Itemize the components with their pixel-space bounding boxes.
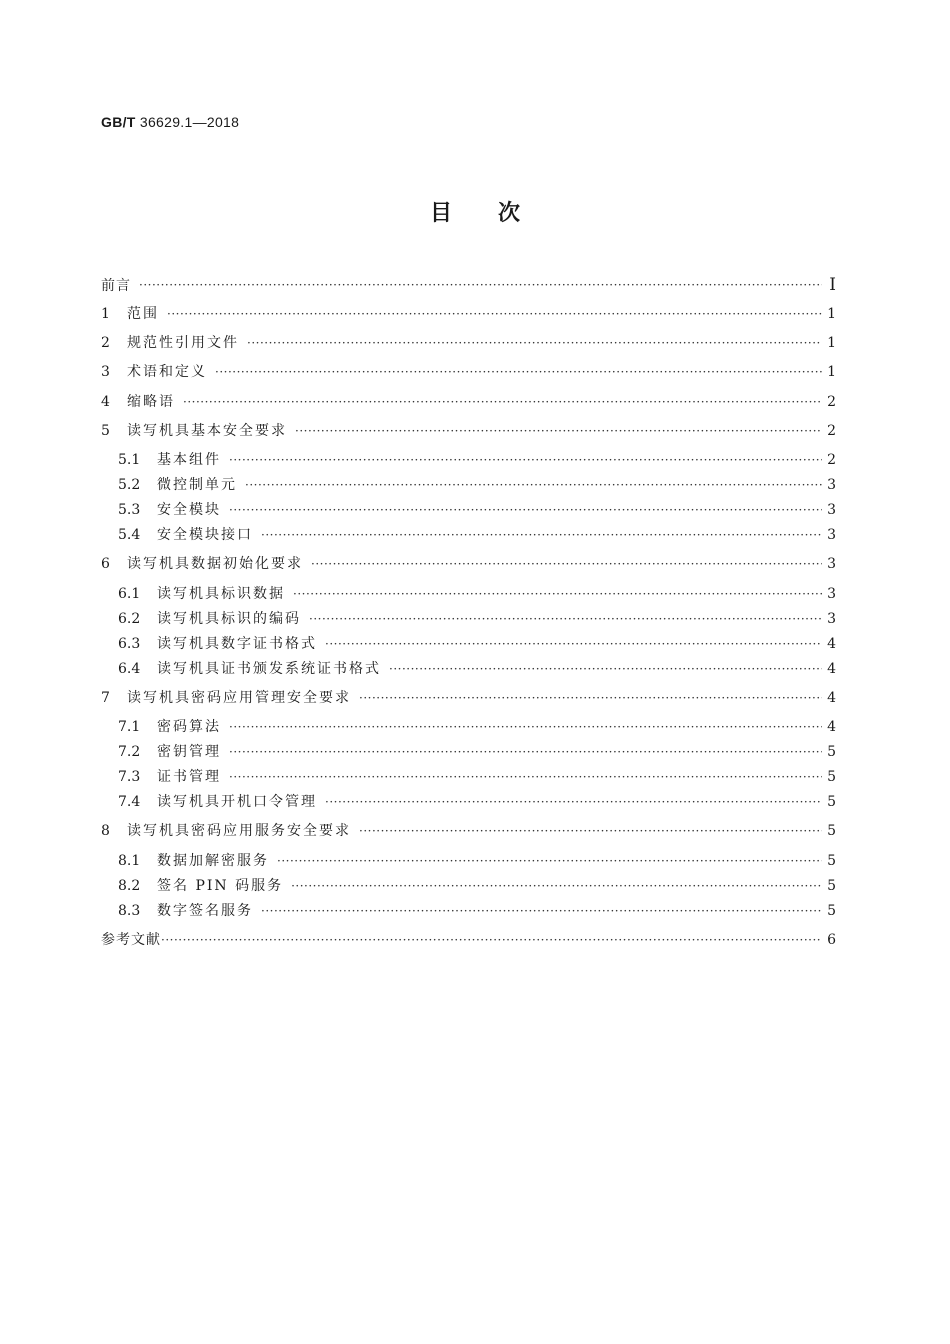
toc-entry-page: 5 — [827, 769, 836, 785]
toc-entry-5-4[interactable] — [118, 525, 836, 545]
toc-entry-5-2[interactable] — [118, 475, 836, 495]
toc-entry-number: 4 — [101, 394, 110, 410]
toc-entry-7-2[interactable] — [118, 742, 836, 762]
toc-entry-5-1[interactable] — [118, 450, 836, 470]
toc-entry-label: 读写机具数字证书格式 — [157, 636, 317, 652]
toc-entry-number: 8 — [101, 823, 110, 839]
toc-entry-label: 读写机具标识的编码 — [157, 611, 301, 627]
toc-entry-4[interactable] — [101, 392, 836, 412]
toc-entry-page: Ⅰ — [829, 275, 836, 295]
toc-entry-label: 读写机具证书颁发系统证书格式 — [157, 661, 381, 677]
toc-entry-label: 数字签名服务 — [157, 903, 253, 919]
toc-entry-page: 5 — [827, 903, 836, 919]
toc-entry-label: 范围 — [127, 306, 159, 322]
toc-entry-7-4[interactable] — [118, 792, 836, 812]
toc-entry-label: 安全模块 — [157, 502, 221, 518]
toc-entry-2[interactable] — [101, 333, 836, 353]
toc-leader-dots — [261, 525, 822, 545]
toc-entry-page: 5 — [827, 878, 836, 894]
toc-leader-dots — [293, 584, 822, 604]
toc-entry-bibliography[interactable] — [101, 930, 836, 950]
toc-entry-page: 2 — [827, 452, 836, 468]
toc-entry-page: 4 — [827, 661, 836, 677]
toc-entry-number: 5.1 — [118, 452, 141, 468]
toc-entry-8[interactable] — [101, 821, 836, 841]
toc-leader-dots — [291, 876, 822, 896]
toc-leader-dots — [295, 421, 822, 441]
toc-leader-dots — [389, 659, 822, 679]
toc-leader-dots — [229, 450, 822, 470]
toc-entry-page: 5 — [827, 853, 836, 869]
toc-entry-number: 2 — [101, 335, 110, 351]
toc-entry-page: 2 — [827, 394, 836, 410]
toc-entry-page: 6 — [827, 932, 836, 948]
toc-entry-6-3[interactable] — [118, 634, 836, 654]
toc-entry-1[interactable] — [101, 304, 836, 324]
toc-entry-label: 读写机具开机口令管理 — [157, 794, 317, 810]
toc-leader-dots — [325, 634, 822, 654]
toc-entry-6-1[interactable] — [118, 584, 836, 604]
toc-entry-label: 数据加解密服务 — [157, 853, 269, 869]
toc-entry-number: 5.2 — [118, 477, 141, 493]
toc-leader-dots — [245, 475, 822, 495]
toc-entry-page: 1 — [827, 335, 836, 351]
toc-entry-label: 基本组件 — [157, 452, 221, 468]
toc-entry-label: 读写机具密码应用管理安全要求 — [127, 690, 351, 706]
toc-entry-8-1[interactable] — [118, 851, 836, 871]
toc-entry-label: 密钥管理 — [157, 744, 221, 760]
toc-entry-number: 8.1 — [118, 853, 141, 869]
toc-leader-dots — [167, 304, 822, 324]
toc-entry-number: 8.3 — [118, 903, 141, 919]
toc-entry-label: 术语和定义 — [127, 364, 207, 380]
toc-entry-page: 3 — [827, 477, 836, 493]
toc-leader-dots — [277, 851, 822, 871]
toc-leader-dots — [215, 362, 822, 382]
toc-leader-dots — [229, 742, 822, 762]
toc-leader-dots — [229, 500, 822, 520]
toc-entry-foreword[interactable] — [101, 275, 836, 295]
toc-entry-label: 缩略语 — [127, 394, 175, 410]
toc-leader-dots — [247, 333, 822, 353]
toc-entry-number: 6.2 — [118, 611, 141, 627]
toc-entry-page: 3 — [827, 586, 836, 602]
toc-entry-label: 前言 — [101, 278, 131, 294]
toc-entry-number: 7.2 — [118, 744, 141, 760]
toc-leader-dots — [359, 688, 822, 708]
toc-entry-7-1[interactable] — [118, 717, 836, 737]
toc-entry-label: 读写机具标识数据 — [157, 586, 285, 602]
toc-leader-dots — [229, 767, 822, 787]
toc-leader-dots — [139, 275, 822, 295]
toc-entry-page: 3 — [827, 502, 836, 518]
toc-entry-number: 6.3 — [118, 636, 141, 652]
toc-entry-number: 3 — [101, 364, 110, 380]
toc-entry-page: 3 — [827, 611, 836, 627]
toc-entry-label: 签名 PIN 码服务 — [157, 878, 284, 894]
toc-entry-number: 5 — [101, 423, 110, 439]
toc-entry-page: 4 — [827, 690, 836, 706]
standard-prefix: GB/T — [101, 114, 136, 130]
toc-leader-dots — [183, 392, 822, 412]
toc-entry-7[interactable] — [101, 688, 836, 708]
toc-entry-label: 证书管理 — [157, 769, 221, 785]
toc-entry-5-3[interactable] — [118, 500, 836, 520]
toc-entry-label: 读写机具基本安全要求 — [127, 423, 287, 439]
toc-entry-page: 1 — [827, 364, 836, 380]
toc-entry-number: 6.1 — [118, 586, 141, 602]
toc-entry-label: 读写机具数据初始化要求 — [127, 556, 303, 572]
page-title: 目次 — [429, 201, 566, 226]
toc-leader-dots — [161, 930, 822, 950]
toc-entry-page: 5 — [827, 794, 836, 810]
toc-entry-number: 8.2 — [118, 878, 141, 894]
standard-code: 36629.1—2018 — [139, 114, 240, 130]
toc-entry-6[interactable] — [101, 554, 836, 574]
toc-entry-number: 7.3 — [118, 769, 141, 785]
toc-leader-dots — [309, 609, 822, 629]
toc-entry-8-2[interactable] — [118, 876, 836, 896]
toc-entry-number: 7.1 — [118, 719, 141, 735]
toc-entry-6-2[interactable] — [118, 609, 836, 629]
toc-entry-label: 规范性引用文件 — [127, 335, 239, 351]
toc-entry-page: 2 — [827, 423, 836, 439]
toc-entry-5[interactable] — [101, 421, 836, 441]
toc-entry-label: 参考文献 — [101, 932, 161, 948]
toc-entry-page: 1 — [827, 306, 836, 322]
toc-entry-label: 安全模块接口 — [157, 527, 253, 543]
toc-entry-label: 读写机具密码应用服务安全要求 — [127, 823, 351, 839]
toc-entry-number: 6 — [101, 556, 110, 572]
toc-entry-page: 4 — [827, 719, 836, 735]
toc-entry-8-3[interactable] — [118, 901, 836, 921]
toc-entry-page: 4 — [827, 636, 836, 652]
toc-entry-7-3[interactable] — [118, 767, 836, 787]
toc-leader-dots — [261, 901, 822, 921]
toc-entry-page: 3 — [827, 527, 836, 543]
toc-entry-label: 密码算法 — [157, 719, 221, 735]
toc-entry-3[interactable] — [101, 362, 836, 382]
toc-entry-number: 1 — [101, 306, 110, 322]
toc-entry-page: 5 — [827, 744, 836, 760]
toc-leader-dots — [359, 821, 822, 841]
toc-leader-dots — [229, 717, 822, 737]
toc-entry-page: 3 — [827, 556, 836, 572]
toc-entry-label: 微控制单元 — [157, 477, 237, 493]
toc-leader-dots — [325, 792, 822, 812]
toc-entry-number: 7 — [101, 690, 110, 706]
toc-entry-number: 5.3 — [118, 502, 141, 518]
toc-entry-number: 7.4 — [118, 794, 141, 810]
toc-entry-page: 5 — [827, 823, 836, 839]
toc-entry-number: 5.4 — [118, 527, 141, 543]
toc-entry-6-4[interactable] — [118, 659, 836, 679]
toc-entry-number: 6.4 — [118, 661, 141, 677]
toc-leader-dots — [311, 554, 822, 574]
